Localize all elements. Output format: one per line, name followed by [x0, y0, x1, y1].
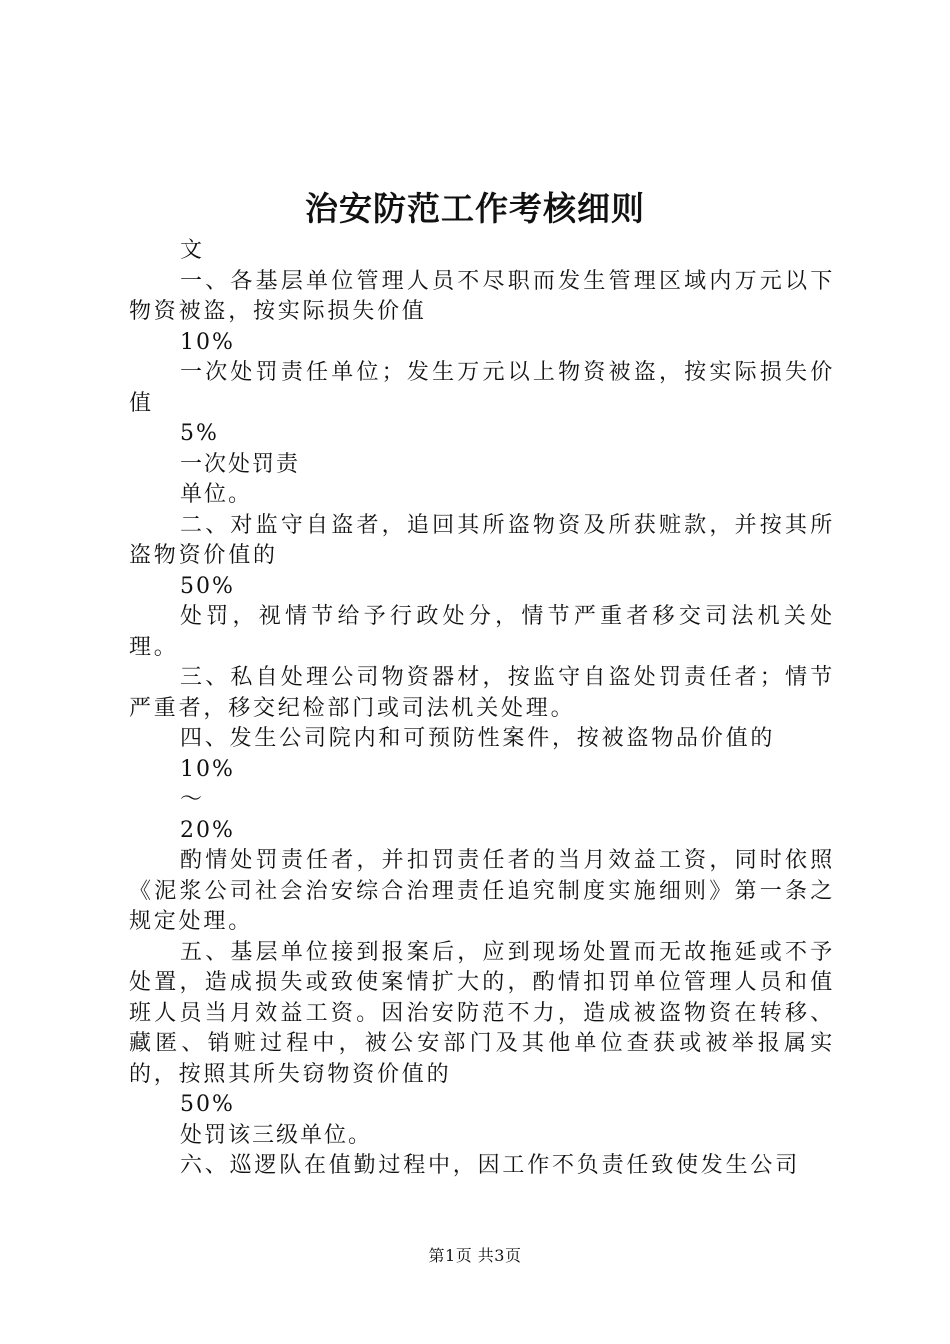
paragraph: 酌情处罚责任者，并扣罚责任者的当月效益工资，同时依照《泥浆公司社会治安综合治理责任追究制度实施细则》第一条之规定处理。 — [129, 848, 835, 934]
paragraph: 处罚，视情节给予行政处分，情节严重者移交司法机关处理。 — [129, 604, 835, 660]
paragraph: 10% — [180, 329, 235, 355]
paragraph: 三、私自处理公司物资器材，按监守自盗处罚责任者；情节严重者，移交纪检部门或司法机关处理。 — [129, 665, 835, 721]
paragraph: 50% — [180, 573, 235, 599]
paragraph: 四、发生公司院内和可预防性案件，按被盗物品价值的 — [180, 726, 776, 751]
paragraph: 五、基层单位接到报案后，应到现场处置而无故拖延或不予处置，造成损失或致使案情扩大的，酌情扣罚单位管理人员和值班人员当月效益工资。因治安防范不力，造成被盗物资在转移、藏匿、销赃过程中，被公安部门及其他单位查获或被举报属实的，按照其所失窃物资价值的 — [129, 939, 835, 1087]
paragraph: 一次处罚责 — [180, 451, 301, 477]
paragraph: 六、巡逻队在值勤过程中，因工作不负责任致使发生公司 — [180, 1153, 801, 1178]
paragraph: 5% — [180, 421, 219, 446]
paragraph: 文 — [180, 238, 205, 263]
document-title: 治安防范工作考核细则 — [305, 189, 645, 228]
paragraph: ～ — [180, 787, 205, 812]
paragraph: 一次处罚责任单位；发生万元以上物资被盗，按实际损失价值 — [129, 360, 835, 416]
paragraph: 二、对监守自盗者，追回其所盗物资及所获赃款，并按其所盗物资价值的 — [129, 512, 835, 568]
paragraph: 处罚该三级单位。 — [180, 1122, 373, 1148]
document-body — [129, 236, 835, 1182]
paragraph: 20% — [180, 817, 235, 843]
paragraph: 10% — [180, 756, 235, 782]
paragraph: 一、各基层单位管理人员不尽职而发生管理区域内万元以下物资被盗，按实际损失价值 — [129, 268, 835, 324]
paragraph: 单位。 — [180, 482, 253, 507]
paragraph: 50% — [180, 1092, 235, 1117]
page-number-footer: 第1页 共3页 — [428, 1246, 522, 1265]
